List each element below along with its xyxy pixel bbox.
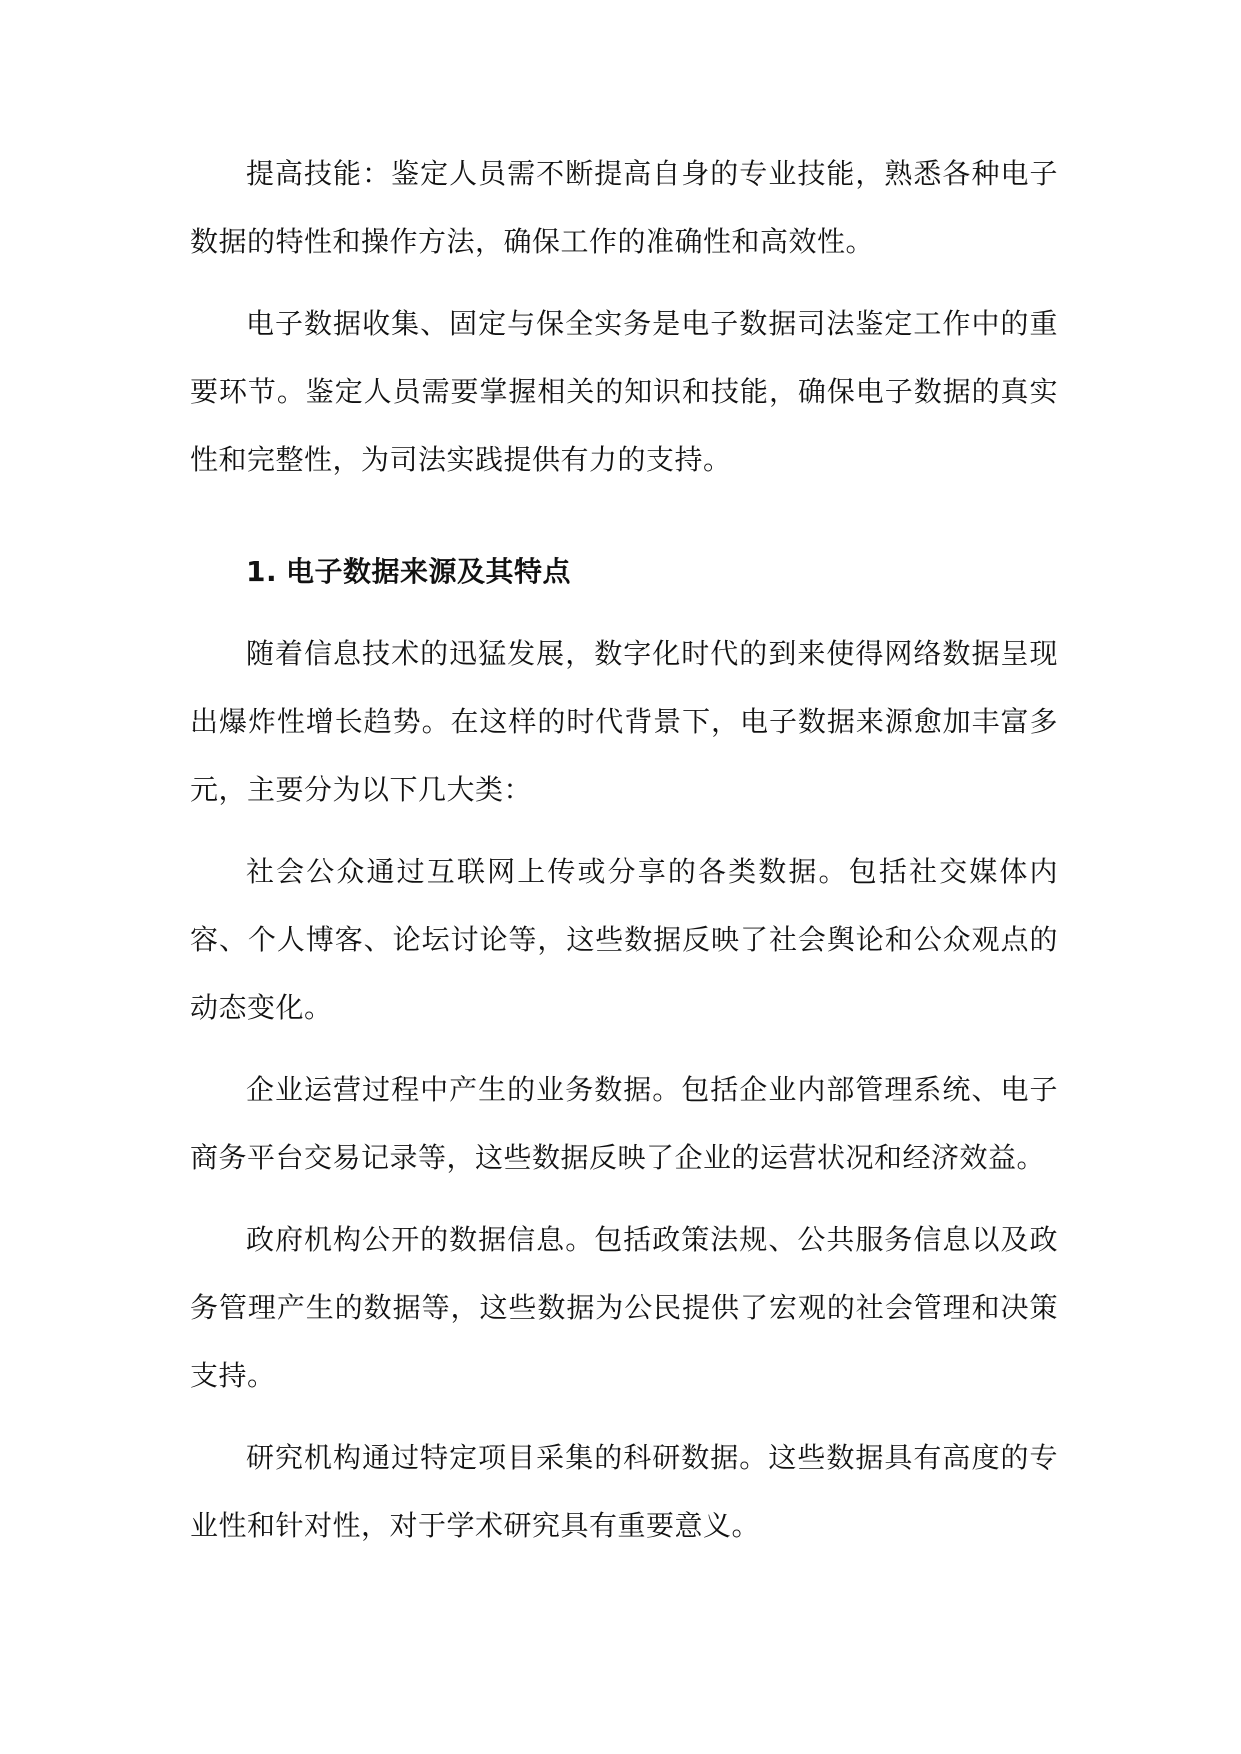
paragraph-research-data: 研究机构通过特定项目采集的科研数据。这些数据具有高度的专业性和针对性，对于学术研究具有重要意义。 — [190, 1441, 1058, 1542]
document-body — [190, 140, 1058, 1574]
section-title: 电子数据来源及其特点 — [286, 555, 572, 588]
paragraph-public-data: 社会公众通过互联网上传或分享的各类数据。包括社交媒体内容、个人博客、论坛讨论等，这些数据反映了社会舆论和公众观点的动态变化。 — [190, 855, 1058, 1024]
section-heading — [190, 538, 1058, 606]
paragraph-government-data: 政府机构公开的数据信息。包括政策法规、公共服务信息以及政务管理产生的数据等，这些数据为公民提供了宏观的社会管理和决策支持。 — [190, 1223, 1058, 1392]
paragraph-enterprise-data: 企业运营过程中产生的业务数据。包括企业内部管理系统、电子商务平台交易记录等，这些数据反映了企业的运营状况和经济效益。 — [190, 1073, 1058, 1174]
paragraph-intro: 随着信息技术的迅猛发展，数字化时代的到来使得网络数据呈现出爆炸性增长趋势。在这样的时代背景下，电子数据来源愈加丰富多元，主要分为以下几大类： — [190, 637, 1058, 806]
section-number: 1. — [246, 555, 278, 588]
paragraph-improve-skills: 提高技能：鉴定人员需不断提高自身的专业技能，熟悉各种电子数据的特性和操作方法，确保工作的准确性和高效性。 — [190, 157, 1058, 258]
paragraph-summary: 电子数据收集、固定与保全实务是电子数据司法鉴定工作中的重要环节。鉴定人员需要掌握相关的知识和技能，确保电子数据的真实性和完整性，为司法实践提供有力的支持。 — [190, 307, 1058, 476]
